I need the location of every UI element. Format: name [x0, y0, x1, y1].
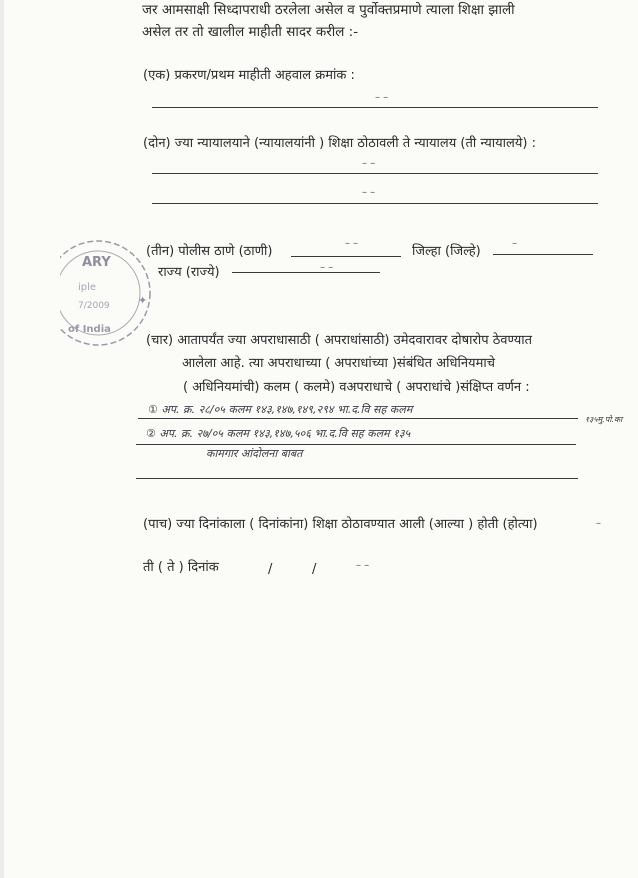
q3-district-line: [493, 254, 593, 255]
q3-state-fill: – –: [320, 262, 334, 273]
q4-answer-line-1: [138, 418, 578, 419]
q6-slash-1: /: [268, 562, 273, 577]
q1-label: (एक) प्रकरण/प्रथम माहीती अहवाल क्रमांक :: [143, 68, 355, 83]
q2-fill-1: – –: [362, 158, 376, 169]
intro-line-2: असेल तर तो खालील माहीती सादर करील :-: [142, 24, 359, 40]
q6-slash-2: /: [312, 562, 317, 577]
q5-label: (पाच) ज्या दिनांकाला ( दिनांकांना) शिक्षा ठोठावण्यात आली (आल्या ) होती (होत्या): [143, 517, 538, 532]
q2-answer-line-1: [152, 173, 598, 174]
q4-line-3: ( अधिनियमांची) कलम ( कलमे) वअपराधाचे ( अपराधांचे )संक्षिप्त वर्णन :: [183, 380, 530, 395]
intro-line-1: जर आमसाक्षी सिध्दापराधी ठरलेला असेल व पुर्वोक्तप्रमाणे त्याला शिक्षा झाली: [142, 2, 515, 18]
svg-text:✦: ✦: [138, 294, 148, 307]
q4-handwritten-1b: १३५मु.पो.का: [585, 415, 623, 424]
stamp-mid-text-1: iple: [78, 282, 97, 293]
q3-label: (तीन) पोलीस ठाणे (ठाणी): [146, 244, 273, 259]
q4-handwritten-1: ① अप. क्र. २८/०५ कलम १४३,१४७,१४९,२९४ भा.द.वि सह कलम: [148, 403, 413, 416]
q3-state-label: राज्य (राज्ये): [158, 265, 220, 280]
q1-answer-line: [152, 107, 598, 108]
q4-line-2: आलेला आहे. त्या अपराधाच्या ( अपराधांच्या )संबंधित अधिनियमाचे: [182, 356, 495, 371]
q2-answer-line-2: [152, 203, 598, 204]
q6-fill: – –: [356, 560, 370, 571]
q6-label: ती ( ते ) दिनांक: [143, 560, 219, 575]
q3-station-line: [291, 256, 401, 257]
q3-district-fill: –: [512, 238, 517, 249]
q4-line-1: (चार) आतापर्यंत ज्या अपराधासाठी ( अपराधांसाठी) उमेदवारावर दोषारोप ठेवण्यात: [146, 333, 533, 348]
q4-answer-line-2: [136, 444, 576, 445]
q1-fill: – –: [375, 92, 389, 103]
q3-district-label: जिल्हा (जिल्हे): [412, 244, 481, 259]
q2-label: (दोन) ज्या न्यायालयाने (न्यायालयांनी ) शिक्षा ठोठावली ते न्यायालय (ती न्यायालये) :: [143, 136, 536, 151]
q4-handwritten-3: कामगार आंदोलना बाबत: [206, 447, 303, 460]
q3-state-line: [232, 272, 380, 273]
q3-station-fill: – –: [345, 238, 359, 249]
q4-answer-line-3: [136, 478, 578, 479]
stamp-mid-text-2: 7/2009: [78, 301, 110, 311]
stamp-top-text: ARY: [82, 255, 111, 270]
scan-edge: [0, 0, 4, 878]
q5-fill: –: [596, 518, 601, 529]
stamp-bottom-text: of India: [68, 324, 111, 335]
library-stamp: [60, 238, 160, 348]
q2-fill-2: – –: [362, 187, 376, 198]
q4-handwritten-2: ② अप. क्र. २७/०५ कलम १४३,१४७,५०६ भा.द.वि सह कलम १३५: [146, 427, 411, 440]
